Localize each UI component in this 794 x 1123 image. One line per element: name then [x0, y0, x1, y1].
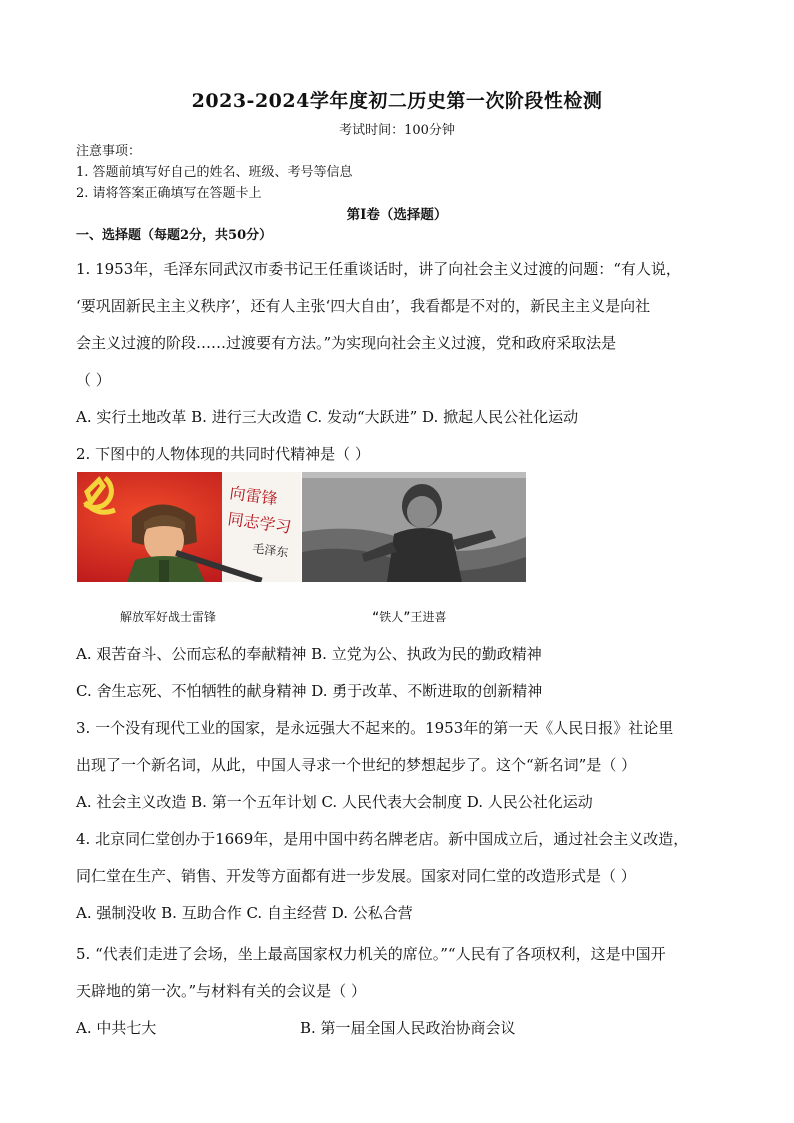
exam-title: 2023-2024学年度初二历史第一次阶段性检测: [191, 90, 603, 112]
q1-options: A. 实行土地改革 B. 进行三大改造 C. 发动“大跃进” D. 掀起人民公社化运动: [76, 408, 579, 426]
svg-text:向雷锋: 向雷锋: [228, 483, 279, 509]
note-item-2: 2. 请将答案正确填写在答题卡上: [76, 186, 262, 201]
wang-jinxi-photo: [302, 472, 526, 582]
q2-left-caption: 解放军好战士雷锋: [120, 610, 217, 624]
section-title: 第Ⅰ卷（选择题）: [346, 207, 448, 223]
lei-feng-poster-image: [77, 472, 301, 582]
q1-answer-blank: （ ）: [76, 371, 111, 389]
q5-option-a: A. 中共七大: [76, 1019, 157, 1037]
svg-text:同志学习: 同志学习: [226, 509, 293, 537]
notes-heading: 注意事项：: [76, 144, 142, 159]
q3-line-2: 出现了一个新名词，从此，中国人寻求一个世纪的梦想起步了。这个“新名词”是（ ）: [76, 756, 637, 774]
q2-options-row-2: C. 舍生忘死、不怕牺牲的献身精神 D. 勇于改革、不断进取的创新精神: [76, 682, 543, 700]
q4-line-1: 4. 北京同仁堂创办于1669年，是用中国中药名牌老店。新中国成立后，通过社会主义改造，: [76, 830, 689, 848]
exam-time: 考试时间：100分钟: [339, 123, 455, 138]
note-item-1: 1. 答题前填写好自己的姓名、班级、考号等信息: [76, 165, 353, 180]
svg-text:毛泽东: 毛泽东: [251, 541, 290, 560]
q3-line-1: 3. 一个没有现代工业的国家，是永远强大不起来的。1953年的第一天《人民日报》社论里: [76, 719, 674, 737]
q5-line-1: 5. “代表们走进了会场，坐上最高国家权力机关的席位。”“人民有了各项权利，这是中国开: [76, 945, 666, 963]
q3-options: A. 社会主义改造 B. 第一个五年计划 C. 人民代表大会制度 D. 人民公社化运动: [76, 793, 593, 811]
q1-line-2: ‘要巩固新民主主义秩序’，还有人主张‘四大自由’，我看都是不对的，新民主主义是向社: [76, 297, 651, 315]
q1-line-3: 会主义过渡的阶段……过渡要有方法。”为实现向社会主义过渡，党和政府采取法是: [76, 334, 617, 352]
part-title: 一、选择题（每题2分，共50分）: [76, 228, 273, 243]
q2-stem: 2. 下图中的人物体现的共同时代精神是（ ）: [76, 445, 370, 463]
q2-right-caption: “铁人”王进喜: [372, 610, 447, 624]
q2-options-row-1: A. 艰苦奋斗、公而忘私的奉献精神 B. 立党为公、执政为民的勤政精神: [76, 645, 542, 663]
q5-option-b: B. 第一届全国人民政治协商会议: [300, 1019, 516, 1037]
q5-line-2: 天辟地的第一次。”与材料有关的会议是（ ）: [76, 982, 366, 1000]
q1-line-1: 1. 1953年，毛泽东同武汉市委书记王任重谈话时，讲了向社会主义过渡的问题：“有人说，: [76, 260, 681, 278]
q4-options: A. 强制没收 B. 互助合作 C. 自主经营 D. 公私合营: [76, 904, 413, 922]
q4-line-2: 同仁堂在生产、销售、开发等方面都有进一步发展。国家对同仁堂的改造形式是（ ）: [76, 867, 636, 885]
